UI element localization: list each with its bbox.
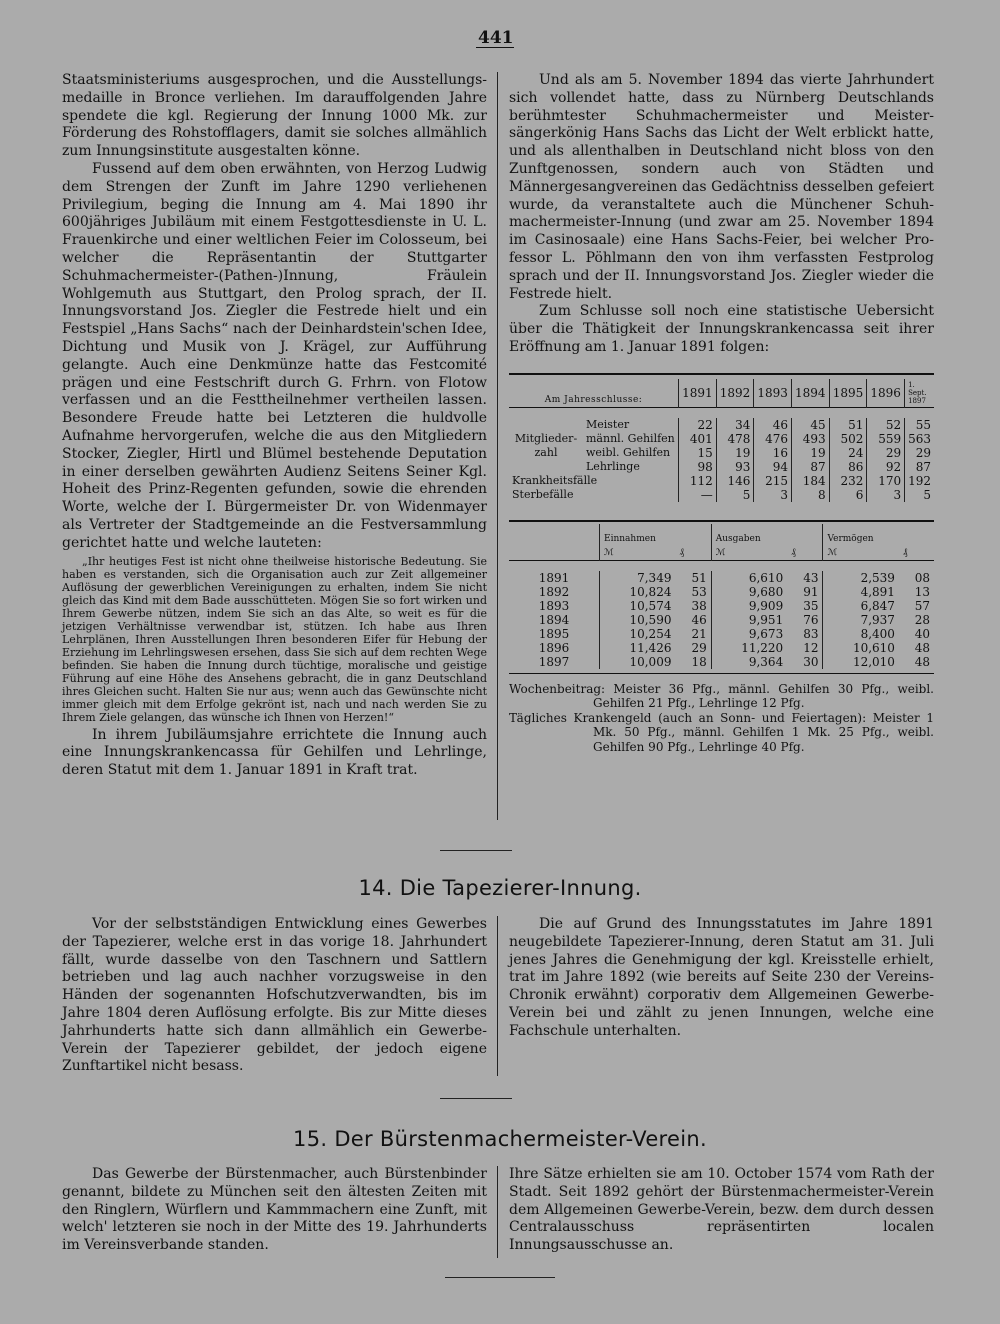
table-row [509,585,934,599]
membership-table [509,379,934,502]
cell: 94 [754,460,792,474]
cell: 10,824 [600,585,676,599]
cell: 478 [716,432,754,446]
cell: 6 [829,488,867,502]
cell: 9,909 [711,599,787,613]
cell: 87 [905,460,934,474]
left-column [62,1166,487,1255]
cell: 9,680 [711,585,787,599]
cell: 30 [803,654,819,669]
column-rule [497,1166,498,1258]
cell: 08 [914,570,930,585]
table-row [509,627,934,641]
cell: 38 [691,598,707,613]
group-label: Mitgliederzahl [514,431,578,459]
cell: 1897 [538,654,570,669]
row-label: männl. Gehilfen [586,431,675,445]
cell: 2,539 [823,571,899,585]
left-column [62,72,487,780]
cell: 10,009 [600,655,676,669]
column-rule [497,72,498,820]
unit-mark: ℳ [600,546,676,561]
cell: 21 [691,626,707,641]
cell: 57 [914,598,930,613]
unit-mark: ℳ [823,546,899,561]
cell: 10,610 [823,641,899,655]
cell: 87 [792,460,830,474]
cell: 83 [803,626,819,641]
cell: 93 [716,460,754,474]
page-number-rule [476,47,514,48]
table-row [509,474,934,488]
section-separator [440,1098,512,1099]
unit-mark: ℳ [711,546,787,561]
cell: 6,610 [711,571,787,585]
year-header: 1891 [679,379,717,408]
year-header: 1894 [792,379,830,408]
cell: 5 [905,488,934,502]
quotation: „Ihr heutiges Fest ist nicht ohne theilweise historische Bedeutung. Sie haben es verstanden, sich die Organisation auch zur Zeit allgemeiner Auflösung der gewerblichen Vereinigungen zu erhalten, indem Sie nicht gleich das Kind mit dem Bade ausschütteten. Mögen Sie so fort wirken und Ihrem Gewerbe nützen, indem Sie sich an das Alte, so weit es für die jetzigen Verhältnisse verwendbar ist, stützen. Ich habe aus Ihren Lehrplänen, Ihren Ausstellungen Ihren besonderen Eifer für Hebung der Erziehung im Lehrlingswesen ersehen, dass Sie sich auf dem rechten Wege befinden. Sie haben die Innung durch tüchtige, moralische und geistige Führung auf eine Höhe des Ansehens gebracht, die in ganz Deutschland ihres Gleichen sucht. Halten Sie nur aus; wenn auch das Gewünschte nicht immer gleich mit dem Erfolge gekrönt ist, nach und nach werden Sie zu Ihrem Ziele gelangen, das wünsche ich Ihnen von Herzen!“ [62,554,487,724]
table-row [509,418,934,432]
cell: 3 [754,488,792,502]
paragraph: Und als am 5. November 1894 das vierte Jahrhundert sich vollendet hatte, dass zu Nürnberg Deutschlands berühmtester Schuhmachermeister und Meistersängerkönig Hans Sachs das Licht der Welt erblickt hatte, und als allenthalben in Deutschland nicht bloss von den Zunftgenossen, sondern auch von Städten und Männergesangvereinen das Gedächtniss desselben gefeiert wurde, da veranstaltete auch die Münchener Schuhmachermeister-Innung (und zwar am 25. November 1894 im Casinosaale) eine Hans Sachs-Feier, bei welcher Professor L. Pöhlmann den von ihm verfassten Festprolog sprach und der II. Innungsvorstand Jos. Ziegler wieder die Festrede hielt. [509,72,934,302]
column-header: Ausgaben [711,524,823,546]
table-rule [509,673,934,674]
cell: 35 [803,598,819,613]
row-label: Sterbefälle [512,487,574,501]
cell: 91 [803,584,819,599]
cell: 11,426 [600,641,676,655]
year-header: 1. Sept. 1897 [905,379,934,408]
unit-mark: ₰ [679,547,684,558]
cell: — [679,488,717,502]
cell: 12,010 [823,655,899,669]
cell: 92 [867,460,905,474]
cell: 55 [905,418,934,432]
paragraph: Zum Schlusse soll noch eine statistische Uebersicht über die Thätigkeit der Innungskrankencassa seit ihrer Eröffnung am 1. Januar 1891 folgen: [509,303,934,355]
year-header: 1892 [716,379,754,408]
section-separator [440,850,512,851]
row-label: weibl. Gehilfen [586,445,671,459]
cell: 53 [691,584,707,599]
table-row [509,613,934,627]
cell: 10,574 [600,599,676,613]
cell: 52 [867,418,905,432]
finance-table [509,524,934,669]
cell: 48 [914,640,930,655]
year-header: 1893 [754,379,792,408]
cell: 48 [914,654,930,669]
cell: 1894 [538,612,570,627]
cell: 98 [679,460,717,474]
footnote: Tägliches Krankengeld (auch an Sonn- und Feiertagen): Meister 1 Mk. 50 Pfg., männl. Gehilfen 1 Mk. 25 Pfg., weibl. Gehilfen 90 Pfg., Lehrlinge 40 Pfg. [509,710,934,754]
cell: 493 [792,432,830,446]
cell: 18 [691,654,707,669]
column-rule [497,916,498,1076]
cell: 112 [679,474,717,488]
cell: 19 [716,446,754,460]
row-label: Meister [586,417,630,431]
cell: 22 [679,418,717,432]
cell: 1893 [538,598,570,613]
section-separator [445,1277,555,1278]
cell: 19 [792,446,830,460]
column-header: Einnahmen [600,524,712,546]
table-header-row [509,379,934,408]
column-header: Vermögen [823,524,934,546]
paragraph: Das Gewerbe der Bürstenmacher, auch Bürstenbinder genannt, bildete zu München seit den ältesten Zeiten mit den Ringlern, Würflern und Kammmachern eine Zunft, mit welch' letzteren sie noch in der Mitte des 19. Jahrhunderts im Vereinsverbande standen. [62,1166,487,1254]
cell: 476 [754,432,792,446]
cell: 1891 [538,570,570,585]
cell: 11,220 [711,641,787,655]
unit-mark: ₰ [791,547,796,558]
cell: 9,951 [711,613,787,627]
cell: 13 [914,584,930,599]
paragraph: Fussend auf dem oben erwähnten, von Herzog Ludwig dem Strengen der Zunft im Jahre 1290 verliehenen Privilegium, beging die Innung am 4. Mai 1890 ihr 600jähriges Jubiläum mit einem Festgottesdienste in U. L. Frauenkirche und einer weltlichen Feier im Colosseum, bei welcher die Repräsentantin der Stuttgarter Schuhmachermeister-(Pathen-)Innung, Fräulein Wohlgemuth aus Stuttgart, den Prolog sprach, der II. Innungsvorstand Jos. Ziegler die Festrede hielt und ein Festspiel „Hans Sachs“ nach der Deinhardstein'schen Idee, Dichtung und Musik von J. Krägel, zur Aufführung gelangte. Auch eine Denkmünze hatte das Festcomité prägen und eine Festschrift durch G. Frhrn. von Flotow verfassen und an die Festtheilnehmer vertheilen lassen. Besondere Freude hatte bei Letzteren die huldvolle Aufnahme hervorgerufen, welche die aus den Mitgliedern Stocker, Ziegler, Hirtl und Blümel bestehende Deputation in einer derselben gewährten Audienz Seitens Seiner Kgl. Hoheit des Prinz-Regenten gefunden, sowie die ehrenden Worte, welche der I. Bürgermeister Dr. von Widenmayer als Vertreter der Stadtgemeinde an die Festversammlung gerichtet hatte und welche lauteten: [62,160,487,551]
cell: 9,364 [711,655,787,669]
cell: 192 [905,474,934,488]
cell: 7,937 [823,613,899,627]
cell: 7,349 [600,571,676,585]
row-label: Krankheitsfälle [512,473,598,487]
row-label: Lehrlinge [586,459,640,473]
cell: 6,847 [823,599,899,613]
section-title: 14. Die Tapezierer-Innung. [358,876,642,900]
table-row [509,599,934,613]
table-header-label: Am Jahresschlusse: [544,394,643,405]
table-row [509,488,934,502]
cell: 215 [754,474,792,488]
cell: 28 [914,612,930,627]
cell: 10,590 [600,613,676,627]
cell: 8,400 [823,627,899,641]
cell: 40 [914,626,930,641]
cell: 502 [829,432,867,446]
cell: 4,891 [823,585,899,599]
cell: 46 [754,418,792,432]
cell: 10,254 [600,627,676,641]
table-rule [509,520,934,522]
paragraph: Die auf Grund des Innungsstatutes im Jahre 1891 neugebildete Tapezierer-Innung, deren Statut am 31. Juli jenes Jahres die Genehmigung der kgl. Kreisstelle erhielt, trat im Jahre 1892 (wie bereits auf Seite 230 der Vereins-Chronik erwähnt) corporativ dem Allgemeinen Gewerbe-Verein bei und zählt zu jenen Innungen, welche eine Fachschule unterhalten. [509,916,934,1039]
cell: 43 [803,570,819,585]
cell: 184 [792,474,830,488]
cell: 232 [829,474,867,488]
section-title: 15. Der Bürstenmachermeister-Verein. [293,1127,707,1151]
table-row [509,641,934,655]
cell: 16 [754,446,792,460]
cell: 8 [792,488,830,502]
left-column [62,916,487,1076]
cell: 5 [716,488,754,502]
cell: 24 [829,446,867,460]
right-column [509,1166,934,1255]
cell: 51 [829,418,867,432]
cell: 86 [829,460,867,474]
cell: 15 [679,446,717,460]
cell: 34 [716,418,754,432]
paragraph: In ihrem Jubiläumsjahre errichtete die Innung auch eine Innungskrankencassa für Gehilfen und Lehrlinge, deren Statut mit dem 1. Januar 1891 in Kraft trat. [62,726,487,779]
cell: 45 [792,418,830,432]
table-row [509,655,934,669]
right-column [509,72,934,754]
cell: 9,673 [711,627,787,641]
cell: 51 [691,570,707,585]
table-rule [509,373,934,375]
page-number: 441 [478,28,514,48]
cell: 1895 [538,626,570,641]
cell: 12 [803,640,819,655]
unit-mark: ₰ [902,547,908,558]
year-header: 1896 [867,379,905,408]
cell: 46 [691,612,707,627]
cell: 1892 [538,584,570,599]
paragraph: Ihre Sätze erhielten sie am 10. October 1574 vom Rath der Stadt. Seit 1892 gehört der Bürstenmachermeister-Verein dem Allgemeinen Gewerbe-Verein, bezw. dem durch dessen Centralausschuss repräsentirten localen Innungsausschusse an. [509,1166,934,1254]
cell: 401 [679,432,717,446]
cell: 1896 [538,640,570,655]
footnote: Wochenbeitrag: Meister 36 Pfg., männl. Gehilfen 30 Pfg., weibl. Gehilfen 21 Pfg., Lehrlinge 12 Pfg. [509,681,934,711]
cell: 29 [867,446,905,460]
paragraph: Staatsministeriums ausgesprochen, und die Ausstellungsmedaille in Bronce verliehen. Im darauffolgenden Jahre spendete die kgl. Regierung der Innung 1000 Mk. zur Förderung des Rohstofflagers, damit sie solches allmählich zum Innungsinstitute ausgestalten könne. [62,72,487,160]
year-header: 1895 [829,379,867,408]
right-column [509,916,934,1041]
cell: 29 [905,446,934,460]
cell: 559 [867,432,905,446]
cell: 563 [905,432,934,446]
cell: 146 [716,474,754,488]
table-row [509,571,934,585]
paragraph: Vor der selbstständigen Entwicklung eines Gewerbes der Tapezierer, welche erst in das vorige 18. Jahrhundert fällt, wurde dasselbe von den Taschnern und Sattlern betrieben und lag auch nachher vorzugsweise in den Händen der sogenannten Hofschutzverwandten, bis im Jahre 1804 deren Auflösung erfolgte. Bis zur Mitte dieses Jahrhunderts hatte sich dann allmählich ein Gewerbe-Verein der Tapezierer gebildet, der jedoch eigene Zunftartikel nicht besass. [62,916,487,1075]
cell: 76 [803,612,819,627]
cell: 29 [691,640,707,655]
cell: 170 [867,474,905,488]
cell: 3 [867,488,905,502]
